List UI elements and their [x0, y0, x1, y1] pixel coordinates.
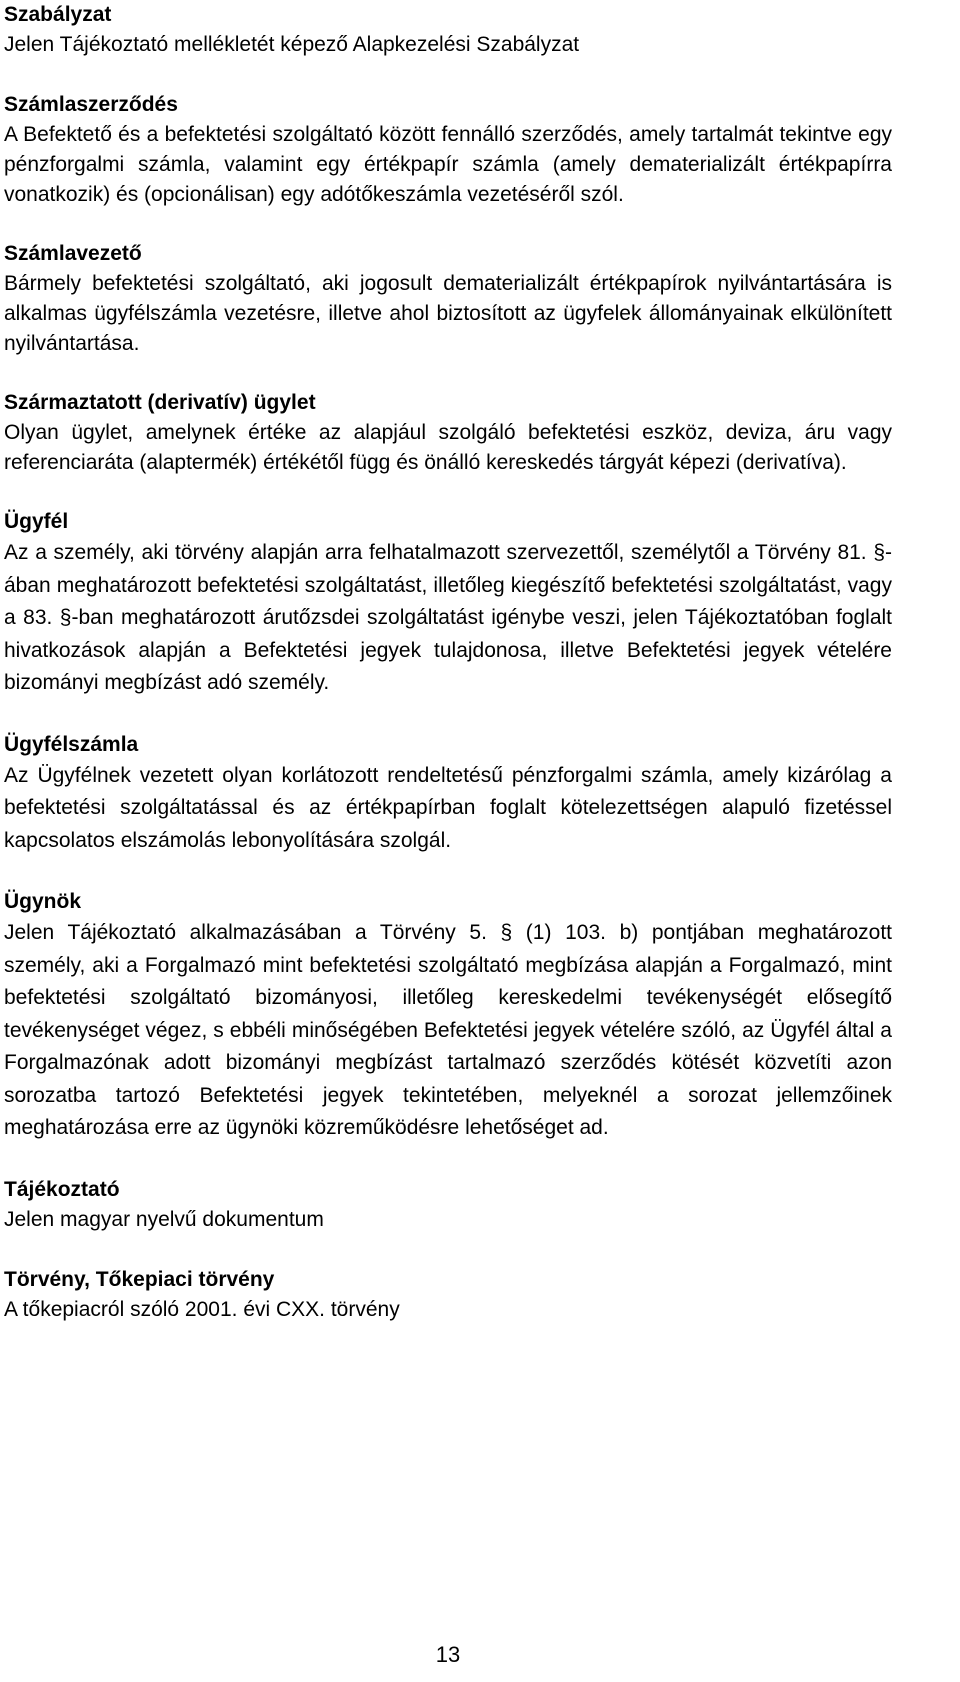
glossary-definition: A Befektető és a befektetési szolgáltató között fennálló szerződés, amely tartalmát tekintve egy pénzforgalmi számla, valamint egy értékpapír számla (amely dematerializált értékpapírra vonatkozik) és (opcionálisan) egy adótőkeszámla vezetéséről szól.	[4, 123, 892, 206]
glossary-entry-ugynok	[4, 887, 892, 1145]
glossary-definition: Jelen Tájékoztató mellékletét képező Alapkezelési Szabályzat	[4, 33, 580, 56]
glossary-term: Ügyfél	[4, 510, 69, 533]
glossary-term: Ügyfélszámla	[4, 732, 139, 756]
glossary-definition: Bármely befektetési szolgáltató, aki jogosult dematerializált értékpapírok nyilvántartására is alkalmas ügyfélszámla vezetésre, illetve ahol biztosított az ügyfelek állományainak elkülönített nyilvántartása.	[4, 272, 892, 355]
glossary-term: Számlaszerződés	[4, 93, 178, 116]
glossary-entry-tajekoztato	[4, 1175, 892, 1235]
glossary-definition: Az a személy, aki törvény alapján arra felhatalmazott szervezettől, személytől a Törvény 81. §-ában meghatározott befektetési szolgáltatást, illetőleg kiegészítő befektetési szolgáltatást, vagy a 83. §-ban meghatározott árutőzsdei szolgáltatást igénybe veszi, jelen Tájékoztatóban foglalt hivatkozások alapján a Befektetési jegyek tulajdonosa, illetve Befektetési jegyek vételére bizományi megbízást adó személy.	[4, 541, 892, 694]
glossary-term: Ügynök	[4, 890, 82, 913]
glossary-definition: A tőkepiacról szóló 2001. évi CXX. törvény	[4, 1297, 400, 1321]
glossary-term: Törvény, Tőkepiaci törvény	[4, 1267, 275, 1291]
glossary-term: Számlavezető	[4, 242, 142, 265]
glossary-definition: Az Ügyfélnek vezetett olyan korlátozott rendeltetésű pénzforgalmi számla, amely kizárólag a befektetési szolgáltatással és az értékpapírban foglalt kötelezettségen alapuló fizetéssel kapcsolatos elszámolás lebonyolítására szolgál.	[4, 763, 892, 852]
glossary-definition: Jelen magyar nyelvű dokumentum	[4, 1207, 324, 1231]
glossary-term: Szabályzat	[4, 3, 112, 26]
glossary-entry-szabalyzat	[4, 0, 892, 60]
glossary-entry-szarmaztatott-ugylet	[4, 388, 892, 478]
glossary-definition: Jelen Tájékoztató alkalmazásában a Törvény 5. § (1) 103. b) pontjában meghatározott személy, aki a Forgalmazó mint befektetési szolgáltató megbízása alapján a Forgalmazó, mint befektetési szolgáltató bizományosi, illetőleg kereskedelmi tevékenységét elősegítő tevékenységet végez, s ebbéli minőségében Befektetési jegyek vételére szóló, az Ügyfél által a Forgalmazónak adott bizományi megbízást tartalmazó szerződés kötését közvetíti azon sorozatba tartozó Befektetési jegyek tekintetében, melyeknél a sorozat jellemzőinek meghatározása erre az ügynöki közreműködésre lehetőséget ad.	[4, 921, 892, 1139]
glossary-entry-ugyfel	[4, 507, 892, 700]
glossary-entry-ugyfelszamla	[4, 730, 892, 858]
glossary-term: Származtatott (derivatív) ügylet	[4, 391, 316, 414]
glossary-definition: Olyan ügylet, amelynek értéke az alapjául szolgáló befektetési eszköz, deviza, áru vagy referenciaráta (alaptermék) értékétől függ és önálló kereskedés tárgyát képezi (derivatíva).	[4, 421, 892, 474]
glossary-term: Tájékoztató	[4, 1177, 120, 1201]
glossary-entry-szamlaszerzodes	[4, 90, 892, 210]
glossary-entry-szamlavezeto	[4, 239, 892, 359]
glossary-entry-torveny	[4, 1265, 892, 1325]
page-number: 13	[435, 1642, 461, 1667]
glossary-page	[4, 0, 892, 1667]
